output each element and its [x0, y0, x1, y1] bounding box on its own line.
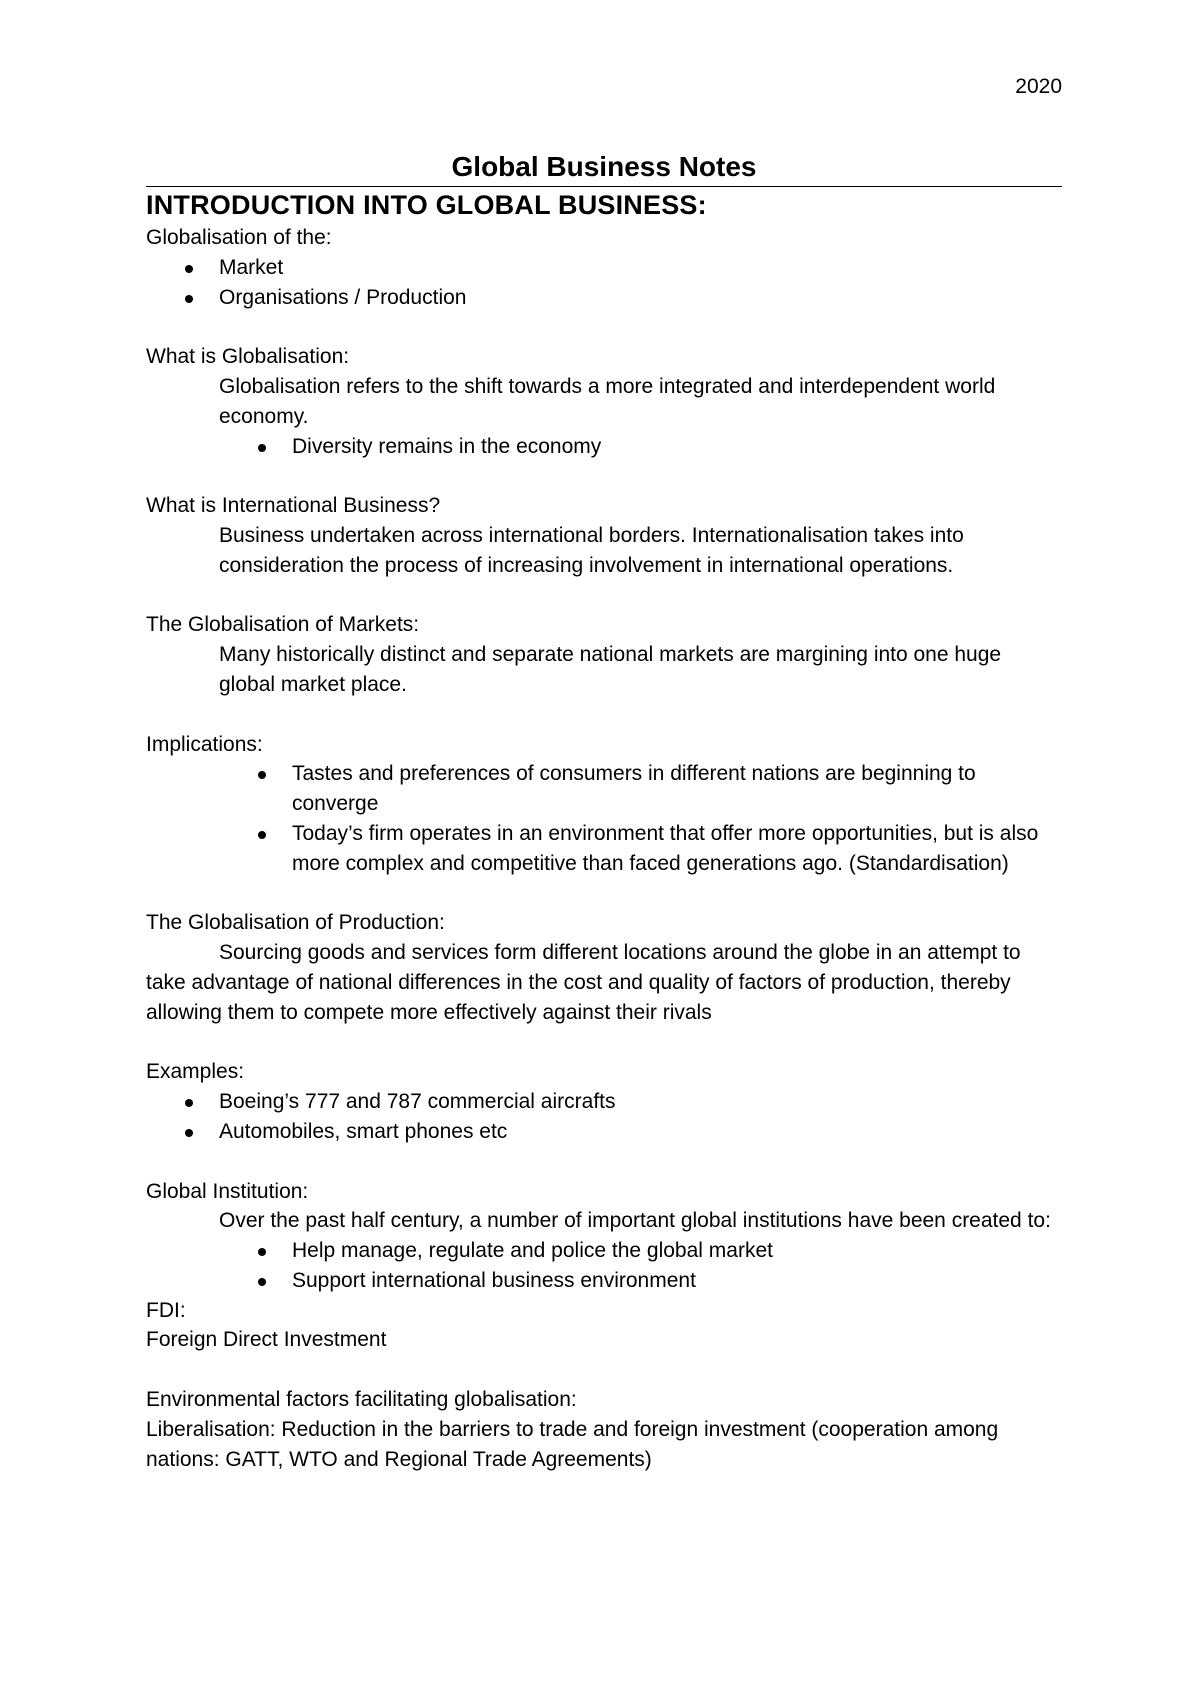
implications-label: Implications:	[146, 732, 263, 756]
international-business-label: What is International Business?	[146, 494, 441, 518]
spacer	[146, 1147, 1062, 1177]
globalisation-production-text: Sourcing goods and services form different locations around the globe in an attempt to take advantage of national differences in the cost and quality of factors of production, thereby allowing them to compete more effectively against their rivals	[146, 941, 1021, 1024]
globalisation-markets-label: The Globalisation of Markets:	[146, 613, 420, 637]
list-item: Market	[146, 253, 1062, 283]
list-item: Tastes and preferences of consumers in different nations are beginning to converge	[146, 759, 1062, 819]
globalisation-of-label: Globalisation of the:	[146, 226, 332, 249]
globalisation-diversity-list	[146, 432, 1062, 462]
environmental-factors-text: Liberalisation: Reduction in the barriers to trade and foreign investment (cooperation among nations: GATT, WTO and Regional Trade Agreements)	[146, 1417, 999, 1471]
what-is-globalisation-label: What is Globalisation:	[146, 345, 350, 369]
spacer	[146, 1028, 1062, 1058]
spacer	[146, 461, 1062, 491]
fdi-text: Foreign Direct Investment	[146, 1328, 387, 1352]
environmental-factors-label: Environmental factors facilitating globalisation:	[146, 1388, 577, 1412]
implications-list	[146, 759, 1062, 878]
list-item: Support international business environment	[146, 1266, 1062, 1296]
examples-list	[146, 1087, 1062, 1147]
section-heading: INTRODUCTION INTO GLOBAL BUSINESS:	[146, 190, 707, 220]
examples-label: Examples:	[146, 1060, 245, 1084]
spacer	[146, 1355, 1062, 1385]
global-institution-label: Global Institution:	[146, 1179, 309, 1203]
spacer	[146, 700, 1062, 730]
header-year: 2020	[1015, 75, 1062, 98]
spacer	[146, 312, 1062, 342]
international-business-text: Business undertaken across international borders. Internationalisation takes into consideration the process of increasing involvement in international operations.	[219, 523, 964, 577]
list-item: Boeing’s 777 and 787 commercial aircrafts	[146, 1087, 1062, 1117]
list-item: Today’s firm operates in an environment that offer more opportunities, but is also more complex and competitive than faced generations ago. (Standardisation)	[146, 819, 1062, 879]
global-institution-text: Over the past half century, a number of important global institutions have been created to:	[219, 1209, 1051, 1233]
global-institution-list	[146, 1236, 1062, 1296]
globalisation-markets-text: Many historically distinct and separate national markets are margining into one huge global market place.	[219, 643, 1002, 696]
spacer	[146, 879, 1062, 909]
globalisation-of-list	[146, 253, 1062, 313]
fdi-label: FDI:	[146, 1298, 186, 1322]
what-is-globalisation-text: Globalisation refers to the shift towards a more integrated and interdependent world economy.	[219, 374, 996, 428]
globalisation-production-label: The Globalisation of Production:	[146, 911, 445, 935]
list-item: Automobiles, smart phones etc	[146, 1117, 1062, 1147]
document-body	[146, 150, 1062, 1474]
list-item: Organisations / Production	[146, 283, 1062, 313]
document-title: Global Business Notes	[146, 150, 1062, 187]
list-item: Diversity remains in the economy	[146, 432, 1062, 462]
list-item: Help manage, regulate and police the global market	[146, 1236, 1062, 1266]
spacer	[146, 581, 1062, 611]
